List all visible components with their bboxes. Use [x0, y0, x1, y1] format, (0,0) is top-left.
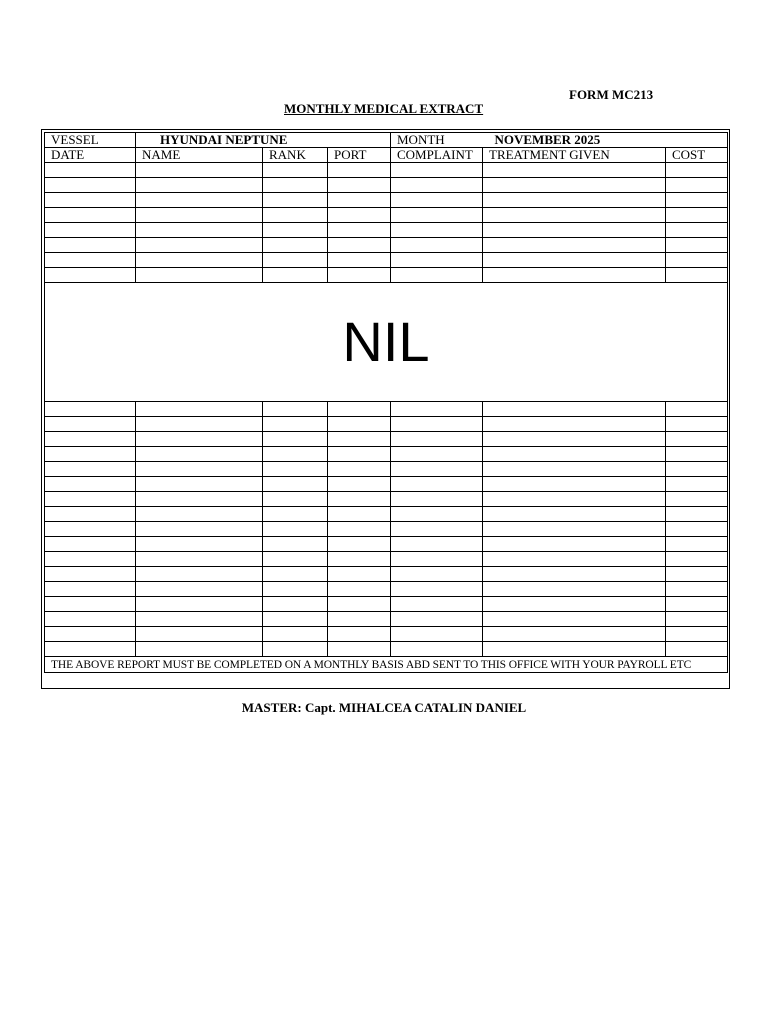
table-cell[interactable] — [483, 642, 666, 657]
table-cell[interactable] — [136, 552, 263, 567]
form-code: FORM MC213 — [569, 87, 654, 102]
table-cell[interactable] — [391, 537, 483, 552]
medical-extract-table — [44, 132, 728, 673]
table-row — [45, 492, 728, 507]
table-cell[interactable] — [666, 477, 728, 492]
table-cell[interactable] — [263, 612, 328, 627]
table-cell[interactable] — [483, 253, 666, 268]
table-cell[interactable] — [483, 537, 666, 552]
table-cell[interactable] — [263, 253, 328, 268]
table-cell[interactable] — [666, 417, 728, 432]
table-row — [45, 417, 728, 432]
column-header-treatment: TREATMENT GIVEN — [483, 148, 666, 163]
column-header-name: NAME — [136, 148, 263, 163]
table-row — [45, 597, 728, 612]
vessel-value: HYUNDAI NEPTUNE — [136, 133, 391, 148]
table-cell[interactable] — [483, 447, 666, 462]
table-cell[interactable] — [45, 253, 136, 268]
table-cell[interactable] — [45, 417, 136, 432]
table-cell[interactable] — [483, 597, 666, 612]
table-cell[interactable] — [136, 492, 263, 507]
table-cell[interactable] — [391, 612, 483, 627]
table-cell[interactable] — [666, 208, 728, 223]
table-cell[interactable] — [136, 432, 263, 447]
table-row — [45, 193, 728, 208]
table-cell[interactable] — [666, 432, 728, 447]
footer-note: THE ABOVE REPORT MUST BE COMPLETED ON A MONTHLY BASIS ABD SENT TO THIS OFFICE WITH YOUR PAYROLL ETC — [45, 657, 728, 673]
table-cell[interactable] — [328, 537, 391, 552]
table-cell[interactable] — [263, 477, 328, 492]
table-cell[interactable] — [391, 492, 483, 507]
table-cell[interactable] — [328, 432, 391, 447]
table-row — [45, 402, 728, 417]
table-cell[interactable] — [328, 477, 391, 492]
table-cell[interactable] — [45, 208, 136, 223]
table-cell[interactable] — [328, 507, 391, 522]
table-cell[interactable] — [666, 522, 728, 537]
table-row — [45, 208, 728, 223]
table-cell[interactable] — [328, 208, 391, 223]
table-row — [45, 582, 728, 597]
table-cell[interactable] — [666, 597, 728, 612]
table-cell[interactable] — [328, 268, 391, 283]
table-cell[interactable] — [136, 193, 263, 208]
table-cell[interactable] — [391, 208, 483, 223]
table-cell[interactable] — [328, 193, 391, 208]
table-cell[interactable] — [391, 477, 483, 492]
table-cell[interactable] — [136, 447, 263, 462]
table-cell[interactable] — [391, 178, 483, 193]
table-cell[interactable] — [328, 522, 391, 537]
table-cell[interactable] — [666, 492, 728, 507]
table-cell[interactable] — [263, 537, 328, 552]
table-cell[interactable] — [136, 597, 263, 612]
table-cell[interactable] — [263, 432, 328, 447]
table-cell[interactable] — [45, 462, 136, 477]
table-cell[interactable] — [391, 402, 483, 417]
table-cell[interactable] — [391, 268, 483, 283]
table-cell[interactable] — [328, 567, 391, 582]
table-cell[interactable] — [483, 163, 666, 178]
table-cell[interactable] — [45, 582, 136, 597]
table-cell[interactable] — [666, 223, 728, 238]
table-cell[interactable] — [136, 642, 263, 657]
column-header-rank: RANK — [263, 148, 328, 163]
table-row — [45, 537, 728, 552]
table-cell[interactable] — [391, 193, 483, 208]
table-cell[interactable] — [391, 253, 483, 268]
table-row — [45, 253, 728, 268]
table-cell[interactable] — [666, 268, 728, 283]
table-cell[interactable] — [136, 178, 263, 193]
table-cell[interactable] — [483, 208, 666, 223]
table-cell[interactable] — [483, 612, 666, 627]
table-cell[interactable] — [45, 567, 136, 582]
table-cell[interactable] — [483, 477, 666, 492]
table-cell[interactable] — [666, 567, 728, 582]
table-cell[interactable] — [263, 462, 328, 477]
table-cell[interactable] — [666, 193, 728, 208]
table-cell[interactable] — [136, 163, 263, 178]
table-cell[interactable] — [328, 612, 391, 627]
table-cell[interactable] — [483, 492, 666, 507]
table-cell[interactable] — [136, 477, 263, 492]
table-cell[interactable] — [136, 402, 263, 417]
table-cell[interactable] — [483, 567, 666, 582]
table-cell[interactable] — [391, 582, 483, 597]
table-cell[interactable] — [136, 522, 263, 537]
table-cell[interactable] — [263, 582, 328, 597]
table-cell[interactable] — [45, 223, 136, 238]
table-cell[interactable] — [328, 238, 391, 253]
table-cell[interactable] — [263, 163, 328, 178]
table-cell[interactable] — [391, 567, 483, 582]
master-signature-line: MASTER: Capt. MIHALCEA CATALIN DANIEL — [241, 700, 527, 715]
table-row — [45, 522, 728, 537]
table-cell[interactable] — [328, 492, 391, 507]
table-cell[interactable] — [391, 223, 483, 238]
table-cell[interactable] — [483, 462, 666, 477]
table-cell[interactable] — [391, 432, 483, 447]
table-cell[interactable] — [666, 582, 728, 597]
table-cell[interactable] — [483, 238, 666, 253]
table-cell[interactable] — [45, 193, 136, 208]
table-cell[interactable] — [328, 253, 391, 268]
table-row — [45, 447, 728, 462]
table-cell[interactable] — [666, 642, 728, 657]
table-cell[interactable] — [263, 627, 328, 642]
table-cell[interactable] — [45, 627, 136, 642]
month-label: MONTH — [391, 133, 483, 148]
table-cell[interactable] — [136, 417, 263, 432]
table-cell[interactable] — [263, 178, 328, 193]
table-cell[interactable] — [136, 612, 263, 627]
table-cell[interactable] — [263, 492, 328, 507]
table-cell[interactable] — [263, 268, 328, 283]
table-cell[interactable] — [45, 163, 136, 178]
table-cell[interactable] — [666, 253, 728, 268]
table-cell[interactable] — [263, 208, 328, 223]
table-cell[interactable] — [263, 552, 328, 567]
table-cell[interactable] — [328, 552, 391, 567]
table-cell[interactable] — [666, 402, 728, 417]
vessel-month-row — [45, 133, 728, 148]
table-cell[interactable] — [45, 492, 136, 507]
table-cell[interactable] — [391, 642, 483, 657]
medical-extract-form — [41, 129, 730, 689]
table-cell[interactable] — [483, 627, 666, 642]
table-cell[interactable] — [136, 537, 263, 552]
table-cell[interactable] — [666, 178, 728, 193]
table-cell[interactable] — [666, 462, 728, 477]
table-cell[interactable] — [391, 462, 483, 477]
nil-row — [45, 283, 728, 402]
table-cell[interactable] — [45, 238, 136, 253]
table-row — [45, 432, 728, 447]
table-row — [45, 567, 728, 582]
table-row — [45, 268, 728, 283]
table-cell[interactable] — [45, 507, 136, 522]
table-cell[interactable] — [45, 522, 136, 537]
table-cell[interactable] — [328, 223, 391, 238]
table-cell[interactable] — [391, 238, 483, 253]
table-cell[interactable] — [666, 507, 728, 522]
table-cell[interactable] — [45, 447, 136, 462]
table-cell[interactable] — [328, 402, 391, 417]
table-cell[interactable] — [136, 238, 263, 253]
table-cell[interactable] — [391, 507, 483, 522]
table-cell[interactable] — [328, 178, 391, 193]
table-row — [45, 627, 728, 642]
table-cell[interactable] — [391, 627, 483, 642]
column-header-cost: COST — [666, 148, 728, 163]
table-cell[interactable] — [391, 447, 483, 462]
table-cell[interactable] — [263, 402, 328, 417]
table-row — [45, 238, 728, 253]
table-cell[interactable] — [263, 507, 328, 522]
vessel-label: VESSEL — [45, 133, 136, 148]
table-cell[interactable] — [263, 193, 328, 208]
table-cell[interactable] — [391, 522, 483, 537]
table-cell[interactable] — [263, 597, 328, 612]
table-cell[interactable] — [666, 447, 728, 462]
table-cell[interactable] — [483, 522, 666, 537]
column-header-date: DATE — [45, 148, 136, 163]
table-row — [45, 552, 728, 567]
table-cell[interactable] — [483, 268, 666, 283]
table-cell[interactable] — [136, 627, 263, 642]
table-cell[interactable] — [483, 402, 666, 417]
table-row — [45, 612, 728, 627]
table-cell[interactable] — [483, 432, 666, 447]
table-cell[interactable] — [666, 537, 728, 552]
table-cell[interactable] — [263, 417, 328, 432]
table-row — [45, 178, 728, 193]
table-cell[interactable] — [136, 268, 263, 283]
table-cell[interactable] — [328, 163, 391, 178]
table-cell[interactable] — [483, 417, 666, 432]
table-cell[interactable] — [483, 178, 666, 193]
nil-cell — [45, 283, 728, 402]
table-row — [45, 477, 728, 492]
table-cell[interactable] — [263, 522, 328, 537]
table-cell[interactable] — [391, 597, 483, 612]
table-cell[interactable] — [666, 163, 728, 178]
column-header-port: PORT — [328, 148, 391, 163]
table-cell[interactable] — [45, 612, 136, 627]
table-cell[interactable] — [45, 642, 136, 657]
table-cell[interactable] — [263, 567, 328, 582]
table-row — [45, 462, 728, 477]
table-cell[interactable] — [328, 417, 391, 432]
table-cell[interactable] — [136, 582, 263, 597]
table-cell[interactable] — [45, 552, 136, 567]
table-cell[interactable] — [45, 268, 136, 283]
table-cell[interactable] — [45, 402, 136, 417]
table-cell[interactable] — [136, 567, 263, 582]
column-header-complaint: COMPLAINT — [391, 148, 483, 163]
table-cell[interactable] — [45, 597, 136, 612]
table-cell[interactable] — [263, 447, 328, 462]
table-cell[interactable] — [391, 163, 483, 178]
table-row — [45, 507, 728, 522]
table-cell[interactable] — [483, 552, 666, 567]
table-cell[interactable] — [263, 238, 328, 253]
table-cell[interactable] — [45, 477, 136, 492]
table-cell[interactable] — [328, 447, 391, 462]
table-cell[interactable] — [391, 417, 483, 432]
table-cell[interactable] — [136, 462, 263, 477]
table-cell[interactable] — [666, 238, 728, 253]
table-cell[interactable] — [263, 642, 328, 657]
table-cell[interactable] — [483, 193, 666, 208]
table-cell[interactable] — [483, 582, 666, 597]
column-header-row — [45, 148, 728, 163]
table-cell[interactable] — [483, 223, 666, 238]
table-cell[interactable] — [328, 627, 391, 642]
table-cell[interactable] — [136, 223, 263, 238]
table-cell[interactable] — [136, 507, 263, 522]
table-cell[interactable] — [666, 552, 728, 567]
nil-text: NIL — [342, 310, 430, 373]
footer-row — [45, 657, 728, 673]
table-cell[interactable] — [45, 432, 136, 447]
table-cell[interactable] — [136, 253, 263, 268]
table-cell[interactable] — [328, 462, 391, 477]
table-row — [45, 642, 728, 657]
table-cell[interactable] — [263, 223, 328, 238]
table-cell[interactable] — [328, 642, 391, 657]
table-cell[interactable] — [328, 582, 391, 597]
table-cell[interactable] — [136, 208, 263, 223]
month-value: NOVEMBER 2025 — [483, 133, 728, 148]
table-row — [45, 163, 728, 178]
document-title: MONTHLY MEDICAL EXTRACT — [284, 101, 484, 116]
table-cell[interactable] — [45, 178, 136, 193]
table-row — [45, 223, 728, 238]
table-cell[interactable] — [483, 507, 666, 522]
table-cell[interactable] — [666, 612, 728, 627]
table-cell[interactable] — [45, 537, 136, 552]
table-cell[interactable] — [666, 627, 728, 642]
table-cell[interactable] — [391, 552, 483, 567]
table-cell[interactable] — [328, 597, 391, 612]
